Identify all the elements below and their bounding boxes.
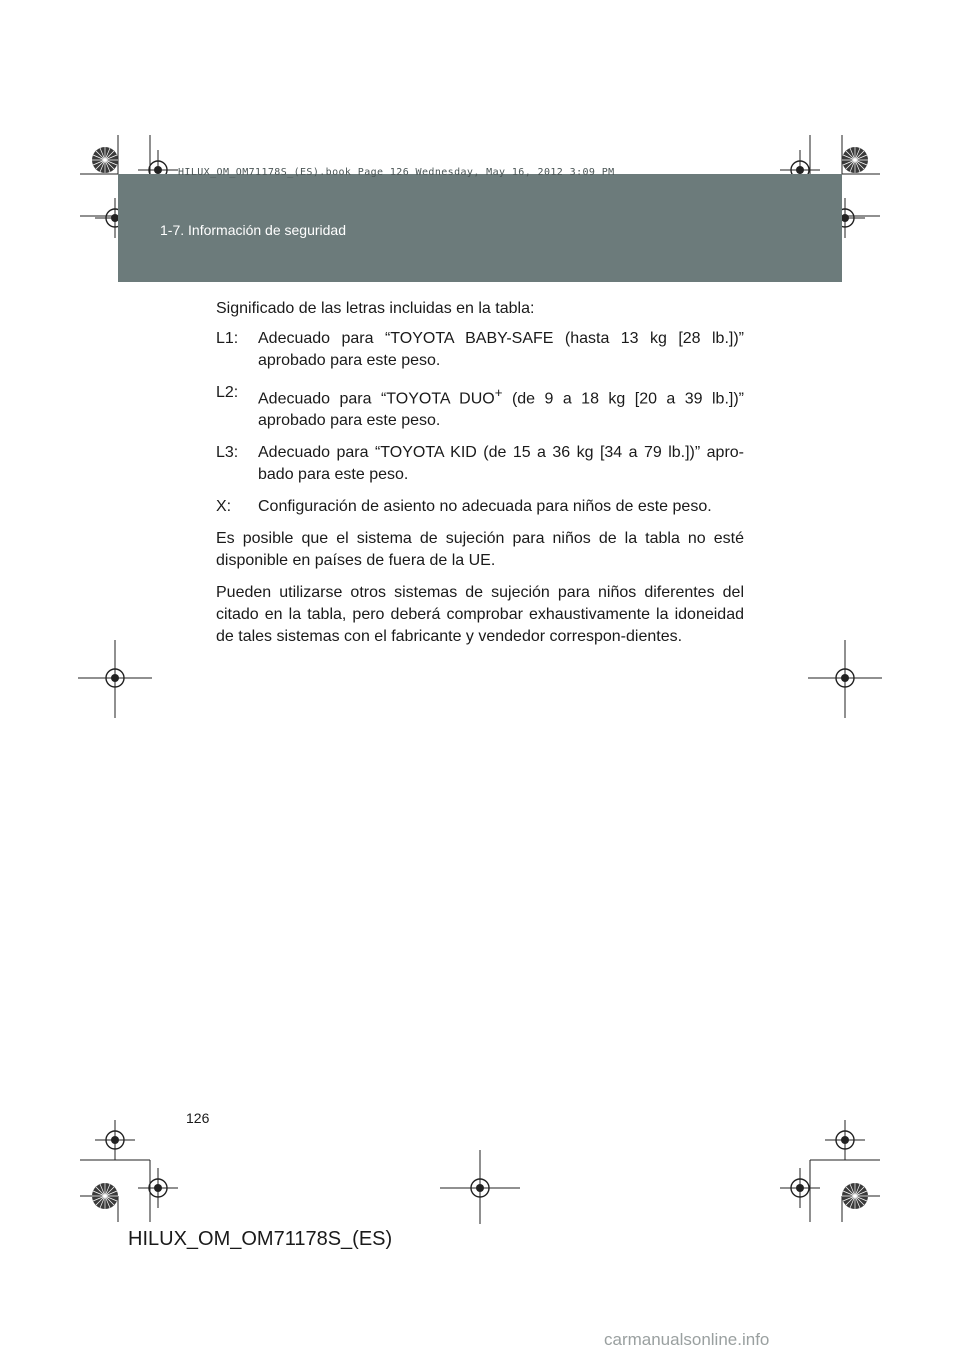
availability-paragraph: Es posible que el sistema de sujeción para niños de la tabla no esté disponible en países de fuera de la UE. (216, 530, 744, 570)
legend-text: Adecuado para “TOYOTA BABY-SAFE (hasta 13 kg [28 lb.])” (258, 330, 744, 347)
registration-mark-icon (780, 1168, 820, 1208)
legend-code: L1: (216, 330, 239, 347)
book-info: HILUX_OM_OM71178S_(ES).book Page 126 Wednesday, May 16, 2012 3:09 PM (178, 167, 615, 178)
legend-superscript: + (494, 385, 503, 400)
body-text (216, 298, 744, 658)
legend-item-l1 (216, 328, 744, 372)
registration-mark-icon (825, 1120, 865, 1160)
legend-item-l3 (216, 442, 744, 486)
starburst-mark-icon (92, 147, 118, 173)
legend-text: Adecuado para “TOYOTA DUO (258, 390, 495, 408)
legend-text-cont: bado para este peso. (258, 466, 409, 484)
section-title: 1-7. Información de seguridad (160, 222, 346, 238)
legend-code: L2: (216, 384, 239, 401)
watermark: carmanualsonline.info (604, 1330, 770, 1349)
registration-mark-icon (138, 1168, 178, 1208)
legend-item-l2 (216, 382, 744, 432)
legend-text-cont: aprobado para este peso. (258, 412, 441, 430)
starburst-mark-icon (842, 147, 868, 173)
legend-text: Adecuado para “TOYOTA KID (de 15 a 36 kg [34 a 79 lb.])” apro- (258, 444, 744, 462)
registration-mark-icon (95, 1120, 135, 1160)
legend-code: X: (216, 498, 232, 516)
starburst-mark-icon (842, 1183, 868, 1209)
legend-text-cont: aprobado para este peso. (258, 352, 441, 369)
legend-text-2: (de 9 a 18 kg [20 a 39 lb.])” (502, 390, 744, 408)
legend-item-x (216, 496, 744, 518)
page-number: 126 (186, 1110, 210, 1126)
manual-id: HILUX_OM_OM71178S_(ES) (128, 1228, 393, 1250)
legend-code: L3: (216, 444, 239, 462)
legend-intro: Significado de las letras incluidas en la tabla: (216, 300, 535, 317)
starburst-mark-icon (92, 1183, 118, 1209)
legend-text: Configuración de asiento no adecuada para niños de este peso. (258, 498, 712, 516)
alternative-systems-paragraph: Pueden utilizarse otros sistemas de sujeción para niños diferentes del citado en la tabla, pero deberá comprobar exhaustivamente la idoneidad de tales sistemas con el fabricante y vendedor correspon-dientes. (216, 584, 744, 646)
